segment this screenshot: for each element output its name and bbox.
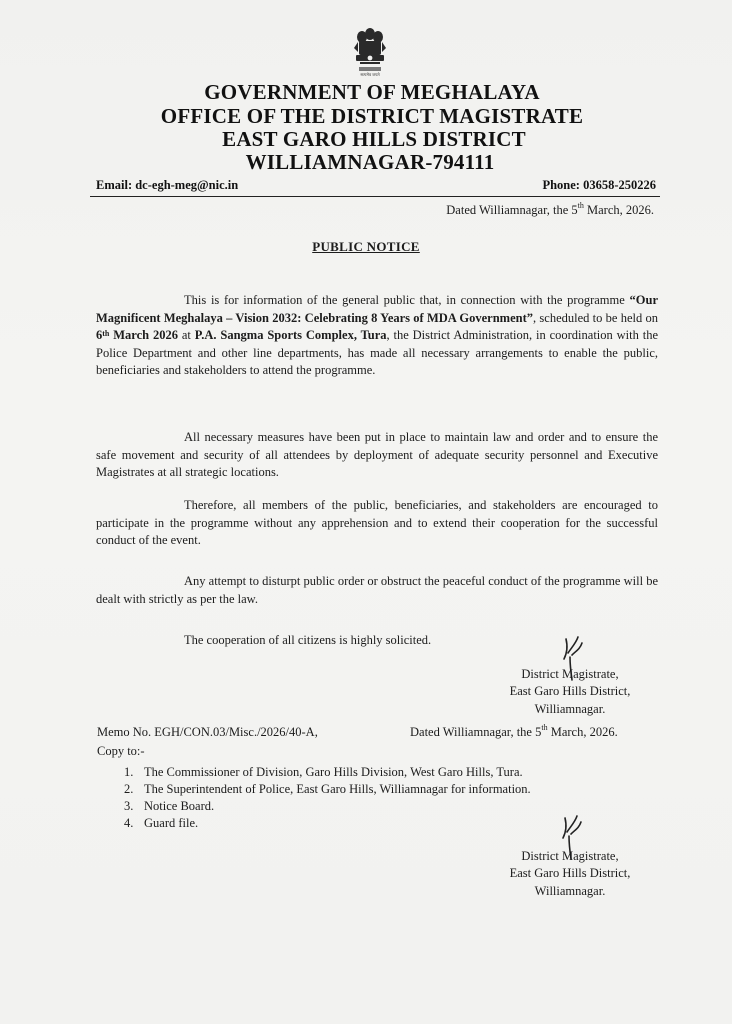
- list-item: 1. The Commissioner of Division, Garo Hills Division, West Garo Hills, Tura.: [124, 765, 523, 779]
- header-divider: [90, 196, 660, 197]
- list-item: 3. Notice Board.: [124, 799, 215, 813]
- signature-district: East Garo Hills District,: [509, 866, 631, 881]
- signature-block: [490, 666, 650, 718]
- list-item: 2. The Superintendent of Police, East Garo Hills, Williamnagar for information.: [124, 782, 531, 796]
- emblem-caption: सत्यमेव जयते: [360, 72, 380, 77]
- header-place: WILLIAMNAGAR-794111: [245, 150, 495, 174]
- header-government: GOVERNMENT OF MEGHALAYA: [204, 80, 540, 104]
- signature-title: District Magistrate,: [521, 849, 619, 863]
- dated-line-memo: Dated Williamnagar, the 5th March, 2026.: [410, 723, 618, 739]
- signature-district: East Garo Hills District,: [509, 684, 631, 699]
- notice-paragraph-5: The cooperation of all citizens is highly solicited.: [184, 633, 432, 647]
- signature-block: [490, 848, 650, 900]
- copy-to-label: Copy to:-: [97, 744, 145, 758]
- notice-paragraph-1: This is for information of the general public that, in connection with the programme “Our Magnificent Meghalaya – Vision 2032: Celebrating 8 Years of MDA Government”, scheduled to be held on 6th March 2026 at P.A. Sangma Sports Complex, Tura, the District Administration, in coordination with the Police Department and other line departments, has made all necessary arrangements to enable the public, beneficiaries and stakeholders to attend the programme.: [96, 293, 658, 378]
- notice-title: PUBLIC NOTICE: [312, 239, 420, 254]
- notice-paragraph-3: Therefore, all members of the public, beneficiaries, and stakeholders are encouraged to participate in the programme without any apprehension and to extend their cooperation for the successful conduct of the event.: [96, 498, 658, 548]
- signature-place: Williamnagar.: [534, 883, 606, 898]
- header-email: Email: dc-egh-meg@nic.in: [96, 178, 239, 192]
- state-emblem-icon: [350, 26, 390, 78]
- header-office: OFFICE OF THE DISTRICT MAGISTRATE: [160, 104, 584, 128]
- signature-place: Williamnagar.: [534, 701, 606, 716]
- memo-number: Memo No. EGH/CON.03/Misc./2026/40-A,: [97, 725, 318, 739]
- notice-paragraph-4: Any attempt to disturpt public order or obstruct the peaceful conduct of the programme will be dealt with strictly as per the law.: [96, 574, 658, 606]
- list-item: 4. Guard file.: [124, 816, 199, 830]
- signature-title: District Magistrate,: [521, 667, 619, 681]
- dated-line-top: Dated Williamnagar, the 5th March, 2026.: [446, 201, 654, 217]
- header-district: EAST GARO HILLS DISTRICT: [222, 127, 526, 151]
- header-phone: Phone: 03658-250226: [542, 178, 656, 192]
- notice-paragraph-2: All necessary measures have been put in place to maintain law and order and to ensure the safe movement and security of all attendees by deployment of adequate security personnel and Executive Magistrates at all strategic locations.: [96, 430, 658, 480]
